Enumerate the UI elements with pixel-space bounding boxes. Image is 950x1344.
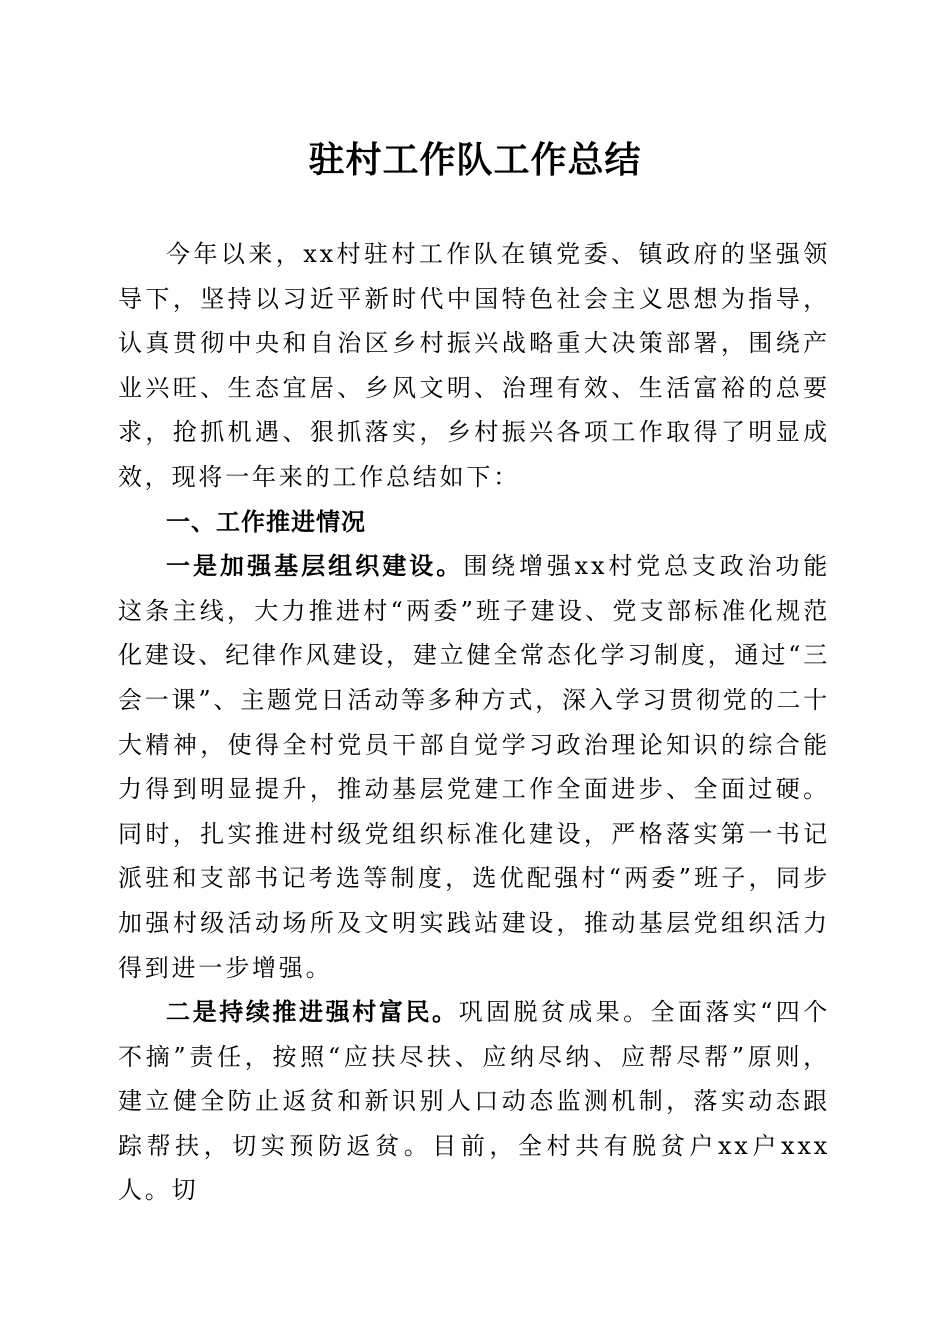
paragraph-1-text: 围绕增强xx村党总支政治功能这条主线，大力推进村“两委”班子建设、党支部标准化规范化建设、纪律作风建设，建立健全常态化学习制度，通过“三会一课”、主题党日活动等多种方式，深入学习贯彻党的二十大精神，使得全村党员干部自觉学习政治理论知识的综合能力得到明显提升，推动基层党建工作全面进步、全面过硬。同时，扎实推进村级党组织标准化建设，严格落实第一书记派驻和支部书记考选等制度，选优配强村“两委”班子，同步加强村级活动场所及文明实践站建设，推动基层党组织活力得到进一步增强。 — [118, 552, 830, 982]
intro-paragraph: 今年以来，xx村驻村工作队在镇党委、镇政府的坚强领导下，坚持以习近平新时代中国特色社会主义思想为指导，认真贯彻中央和自治区乡村振兴战略重大决策部署，围绕产业兴旺、生态宜居、乡风文明、治理有效、生活富裕的总要求，抢抓机遇、狠抓落实，乡村振兴各项工作取得了明显成效，现将一年来的工作总结如下： — [118, 240, 830, 491]
paragraph-2 — [118, 990, 830, 1213]
document-body — [118, 232, 830, 1213]
paragraph-2-text: 巩固脱贫成果。全面落实“四个不摘”责任，按照“应扶尽扶、应纳尽纳、应帮尽帮”原则，建立健全防止返贫和新识别人口动态监测机制，落实动态跟踪帮扶，切实预防返贫。目前，全村共有脱贫户xx户xxx人。切 — [118, 998, 831, 1205]
section-heading: 一、工作推进情况 — [166, 507, 366, 536]
document-title: 驻村工作队工作总结 — [308, 139, 642, 181]
paragraph-2-lead: 二是持续推进强村富民。 — [166, 998, 459, 1027]
paragraph-1-lead: 一是加强基层组织建设。 — [166, 552, 464, 581]
paragraph-1 — [118, 544, 830, 990]
